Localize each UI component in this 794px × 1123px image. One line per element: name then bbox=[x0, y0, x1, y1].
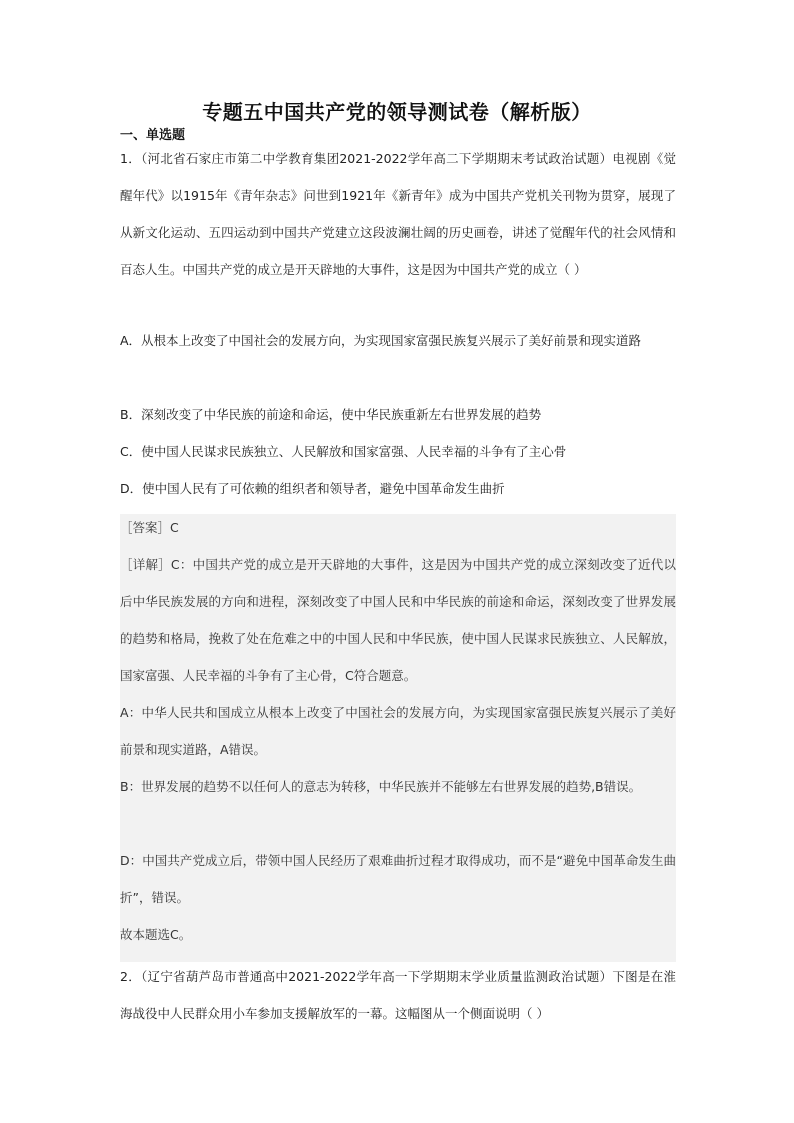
question-1-analysis-b: B：世界发展的趋势不以任何人的意志为转移，中华民族并不能够左右世界发展的趋势,B错误。 bbox=[120, 779, 642, 794]
question-1-option-a: A．从根本上改变了中国社会的发展方向，为实现国家富强民族复兴展示了美好前景和现实道路 bbox=[120, 333, 642, 348]
question-1-option-c: C．使中国人民谋求民族独立、人民解放和国家富强、人民幸福的斗争有了主心骨 bbox=[120, 444, 567, 459]
question-1-answer: ［答案］C bbox=[120, 520, 179, 535]
question-1-conclusion: 故本题选C。 bbox=[120, 927, 192, 942]
question-1-analysis-d: D：中国共产党成立后，带领中国人民经历了艰难曲折过程才取得成功，而不是“避免中国革命发生曲折”，错误。 bbox=[120, 853, 676, 905]
section-heading: 一、单选题 bbox=[120, 128, 186, 143]
question-1-analysis-a: A：中华人民共和国成立从根本上改变了中国社会的发展方向，为实现国家富强民族复兴展示了美好前景和现实道路，A错误。 bbox=[120, 705, 676, 757]
question-1-option-d: D．使中国人民有了可依赖的组织者和领导者，避免中国革命发生曲折 bbox=[120, 481, 505, 496]
question-2-stem: 2．（辽宁省葫芦岛市普通高中2021-2022学年高一下学期期末学业质量监测政治试题）下图是在淮海战役中人民群众用小车参加支援解放军的一幕。这幅图从一个侧面说明（ ） bbox=[120, 969, 676, 1021]
question-1-stem: 1．（河北省石家庄市第二中学教育集团2021-2022学年高二下学期期末考试政治试题）电视剧《觉醒年代》以1915年《青年杂志》问世到1921年《新青年》成为中国共产党机关刊物为贯穿，展现了从新文化运动、五四运动到中国共产党建立这段波澜壮阔的历史画卷，讲述了觉醒年代的社会风情和百态人生。中国共产党的成立是开天辟地的大事件，这是因为中国共产党的成立（ ） bbox=[120, 151, 676, 277]
document-title: 专题五中国共产党的领导测试卷（解析版） bbox=[202, 100, 592, 124]
question-1-detail: ［详解］C：中国共产党的成立是开天辟地的大事件，这是因为中国共产党的成立深刻改变了近代以后中华民族发展的方向和进程，深刻改变了中国人民和中华民族的前途和命运，深刻改变了世界发展的趋势和格局，挽救了处在危难之中的中国人民和中华民族，使中国人民谋求民族独立、人民解放，国家富强、人民幸福的斗争有了主心骨，C符合题意。 bbox=[120, 557, 676, 683]
question-1-option-b: B．深刻改变了中华民族的前途和命运，使中华民族重新左右世界发展的趋势 bbox=[120, 407, 542, 422]
